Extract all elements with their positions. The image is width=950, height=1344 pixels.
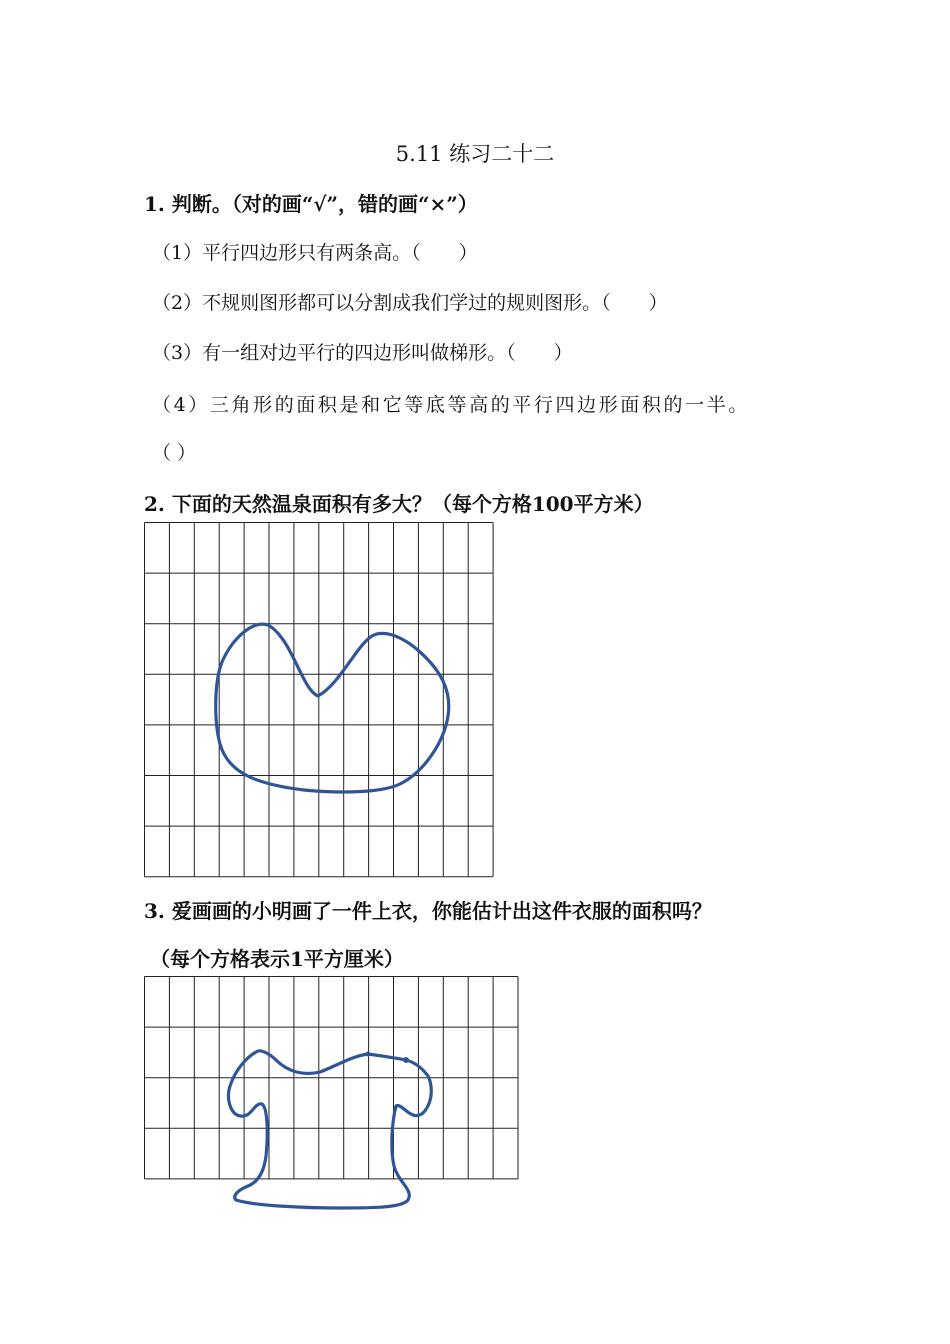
hot-spring-outline xyxy=(216,624,449,792)
question-2-heading: 2. 下面的天然温泉面积有多大？（每个方格100平方米） xyxy=(144,492,654,516)
shirt-dot-left xyxy=(366,1052,371,1057)
question-2-grid xyxy=(144,522,494,877)
question-1-item-2: （2）不规则图形都可以分割成我们学过的规则图形。（ ） xyxy=(152,292,668,314)
question-1-item-4-answer: （ ） xyxy=(152,442,197,464)
question-3-heading: 3. 爱画画的小明画了一件上衣，你能估计出这件衣服的面积吗？ xyxy=(144,899,712,923)
question-1-item-3: （3）有一组对边平行的四边形叫做梯形。（ ） xyxy=(152,342,573,364)
question-3-grid xyxy=(144,976,519,1211)
question-2-gridlines xyxy=(145,523,494,877)
shirt-dot-right xyxy=(403,1057,409,1063)
question-1-heading: 1. 判断。（对的画“√”，错的画“×”） xyxy=(144,192,478,216)
question-3-gridlines xyxy=(145,977,519,1179)
question-3-subheading: （每个方格表示1平方厘米） xyxy=(150,947,404,971)
question-1-item-1: （1）平行四边形只有两条高。（ ） xyxy=(152,242,478,264)
shirt-outline xyxy=(228,1051,431,1208)
page-title: 5.11 练习二十二 xyxy=(395,142,555,166)
question-1-item-4: （4）三角形的面积是和它等底等高的平行四边形面积的一半。 xyxy=(152,394,750,416)
